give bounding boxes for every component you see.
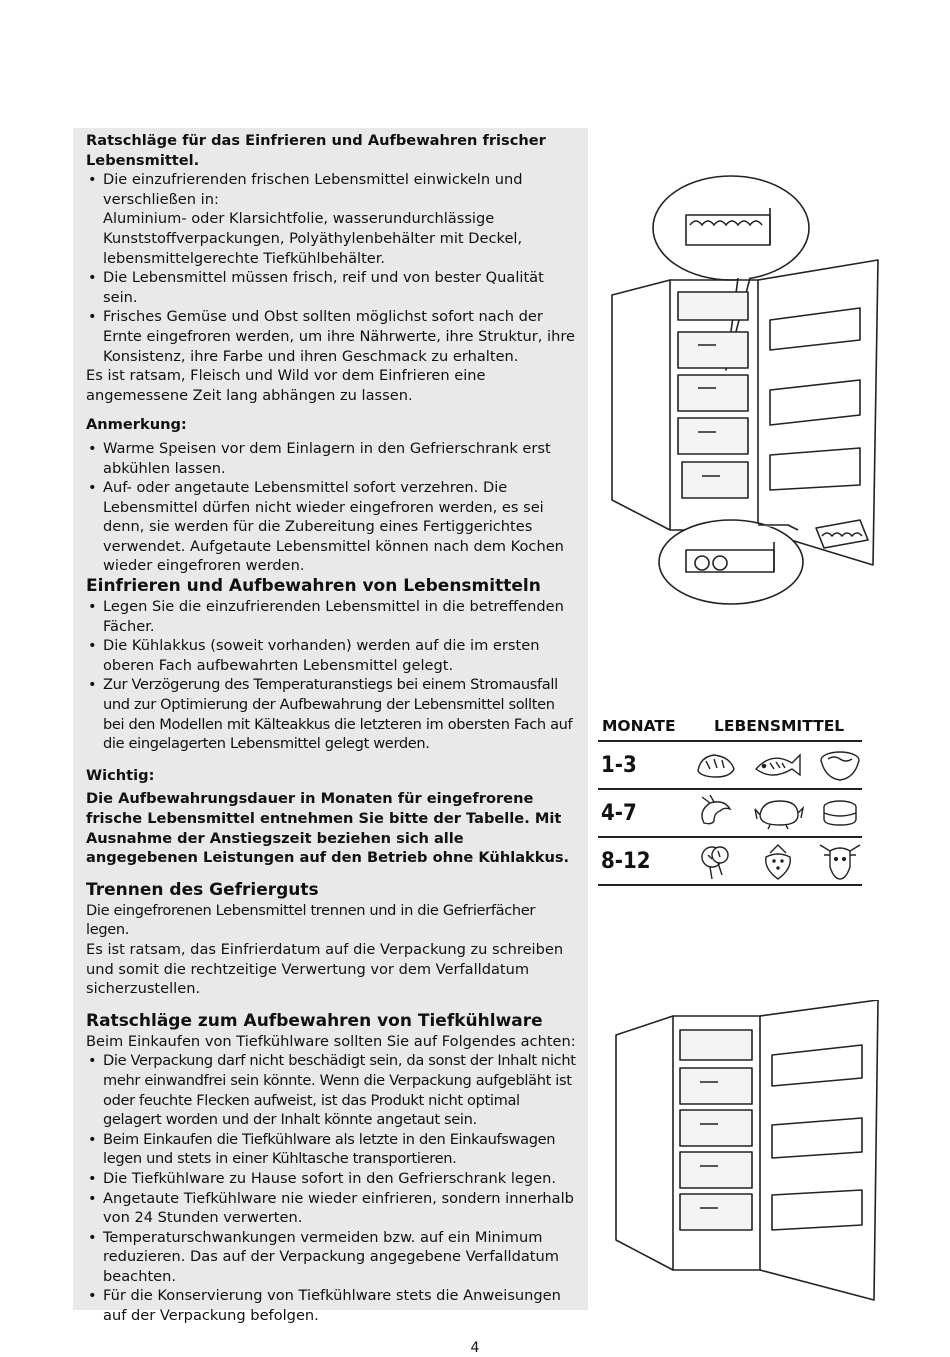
note-list: [86, 439, 578, 576]
section-heading-freezing: Einfrieren und Aufbewahren von Lebensmitteln: [86, 576, 541, 597]
freezer-open-illustration: [598, 170, 898, 610]
months-cell: 8-12: [601, 848, 651, 874]
list-item: • Angetaute Tiefkühlware nie wieder einfrieren, sondern innerhalb von 24 Stunden verwerten.: [86, 1189, 578, 1228]
list-item: • Warme Speisen vor dem Einlagern in den Gefrierschrank erst abkühlen lassen.: [86, 439, 578, 478]
list-item: • Temperaturschwankungen vermeiden bzw. auf ein Minimum reduzieren. Das auf der Verpackung angegebene Verfalldatum beachten.: [86, 1228, 578, 1287]
fish-icon: [752, 747, 804, 783]
table-row: [598, 742, 862, 790]
food-column-header: LEBENSMITTEL: [714, 717, 845, 735]
frozen-goods-list: [86, 1051, 578, 1325]
list-item: • Legen Sie die einzufrierenden Lebensmittel in die betreffenden Fächer.: [86, 597, 578, 636]
section-heading-fresh-food: Ratschläge für das Einfrieren und Aufbewahren frischer Lebensmittel.: [86, 132, 546, 169]
freezer-illustration: [598, 1000, 898, 1310]
important-text: Die Aufbewahrungsdauer in Monaten für eingefrorene frische Lebensmittel entnehmen Sie bitte der Tabelle. Mit Ausnahme der Anstiegszeit beziehen sich alle angegebenen Leistungen auf den Betrieb ohne Kühlakkus.: [86, 790, 570, 867]
strawberry-icon: [752, 841, 804, 881]
text-column: [73, 128, 588, 1325]
list-item: • Beim Einkaufen die Tiefkühlware als letzte in den Einkaufswagen legen und stets in einer Kühltasche transportieren.: [86, 1130, 578, 1169]
months-cell: 1-3: [601, 752, 637, 778]
list-item: • Zur Verzögerung des Temperaturanstiegs bei einem Stromausfall und zur Optimierung der Aufbewahrung der Lebensmittel sollten bei den Modellen mit Kälteakkus die letzteren im obersten Fach auf die eingelagerten Lebensmittel gelegt werden.: [86, 675, 578, 753]
storage-table: [598, 712, 862, 886]
page-number: 4: [470, 1340, 480, 1356]
section-heading-separating: Trennen des Gefrierguts: [86, 879, 319, 900]
paragraph: Es ist ratsam, Fleisch und Wild vor dem Einfrieren eine angemessene Zeit lang abhängen zu lassen.: [86, 367, 486, 404]
cake-icon: [818, 795, 862, 831]
section-heading-frozen-goods: Ratschläge zum Aufbewahren von Tiefkühlware: [86, 1010, 543, 1031]
list-item: • Die Verpackung darf nicht beschädigt sein, da sonst der Inhalt nicht mehr einwandfrei sein könnte. Wenn die Verpackung aufgebläht ist oder feuchte Flecken aufweist, ist das Produkt nicht optimal gelagert worden und der Inhalt könnte angetaut sein.: [86, 1051, 578, 1129]
important-heading: Wichtig:: [86, 766, 155, 784]
paragraph: Es ist ratsam, das Einfrierdatum auf die Verpackung zu schreiben und somit die rechtzeitige Verwertung vor dem Verfalldatum sicherzustellen.: [86, 940, 564, 998]
paragraph: Beim Einkaufen von Tiefkühlware sollten Sie auf Folgendes achten:: [86, 1032, 576, 1050]
shrimp-icon: [694, 795, 738, 831]
table-row: [598, 838, 862, 886]
months-cell: 4-7: [601, 800, 637, 826]
list-item: • Die einzufrierenden frischen Lebensmittel einwickeln und verschließen in: Aluminium- oder Klarsichtfolie, wasserundurchlässige Kunststoffverpackungen, Polyäthylenbehälter mit Deckel, lebensmittelgerechte Tiefkühlbehälter.: [86, 170, 578, 268]
fresh-food-list: [86, 170, 578, 366]
bread-icon: [694, 747, 738, 783]
table-header: [598, 712, 862, 742]
list-item: • Die Tiefkühlware zu Hause sofort in den Gefrierschrank legen.: [86, 1169, 578, 1189]
note-heading: Anmerkung:: [86, 416, 187, 434]
table-row: [598, 790, 862, 838]
list-item: • Frisches Gemüse und Obst sollten möglichst sofort nach der Ernte eingefroren werden, um ihre Nährwerte, ihre Struktur, ihre Konsistenz, ihre Farbe und ihren Geschmack zu erhalten.: [86, 307, 578, 366]
freezing-list: [86, 597, 578, 754]
paragraph: Die eingefrorenen Lebensmittel trennen und in die Gefrierfächer legen.: [86, 901, 536, 939]
list-item: • Auf- oder angetaute Lebensmittel sofort verzehren. Die Lebensmittel dürfen nicht wieder eingefroren werden, es sei denn, sie werden für die Zubereitung eines Fertiggerichtes verwendet. Aufgetaute Lebensmittel können nach dem Kochen wieder eingefroren werden.: [86, 478, 578, 576]
cow-head-icon: [818, 841, 862, 881]
list-item: • Die Lebensmittel müssen frisch, reif und von bester Qualität sein.: [86, 268, 578, 307]
list-item: • Für die Konservierung von Tiefkühlware stets die Anweisungen auf der Verpackung befolgen.: [86, 1286, 578, 1325]
months-column-header: MONATE: [602, 717, 676, 735]
vegetable-icon: [694, 841, 738, 881]
soup-bowl-icon: [818, 747, 862, 783]
chicken-icon: [752, 795, 804, 831]
list-item: • Die Kühlakkus (soweit vorhanden) werden auf die im ersten oberen Fach aufbewahrten Lebensmittel gelegt.: [86, 636, 578, 675]
